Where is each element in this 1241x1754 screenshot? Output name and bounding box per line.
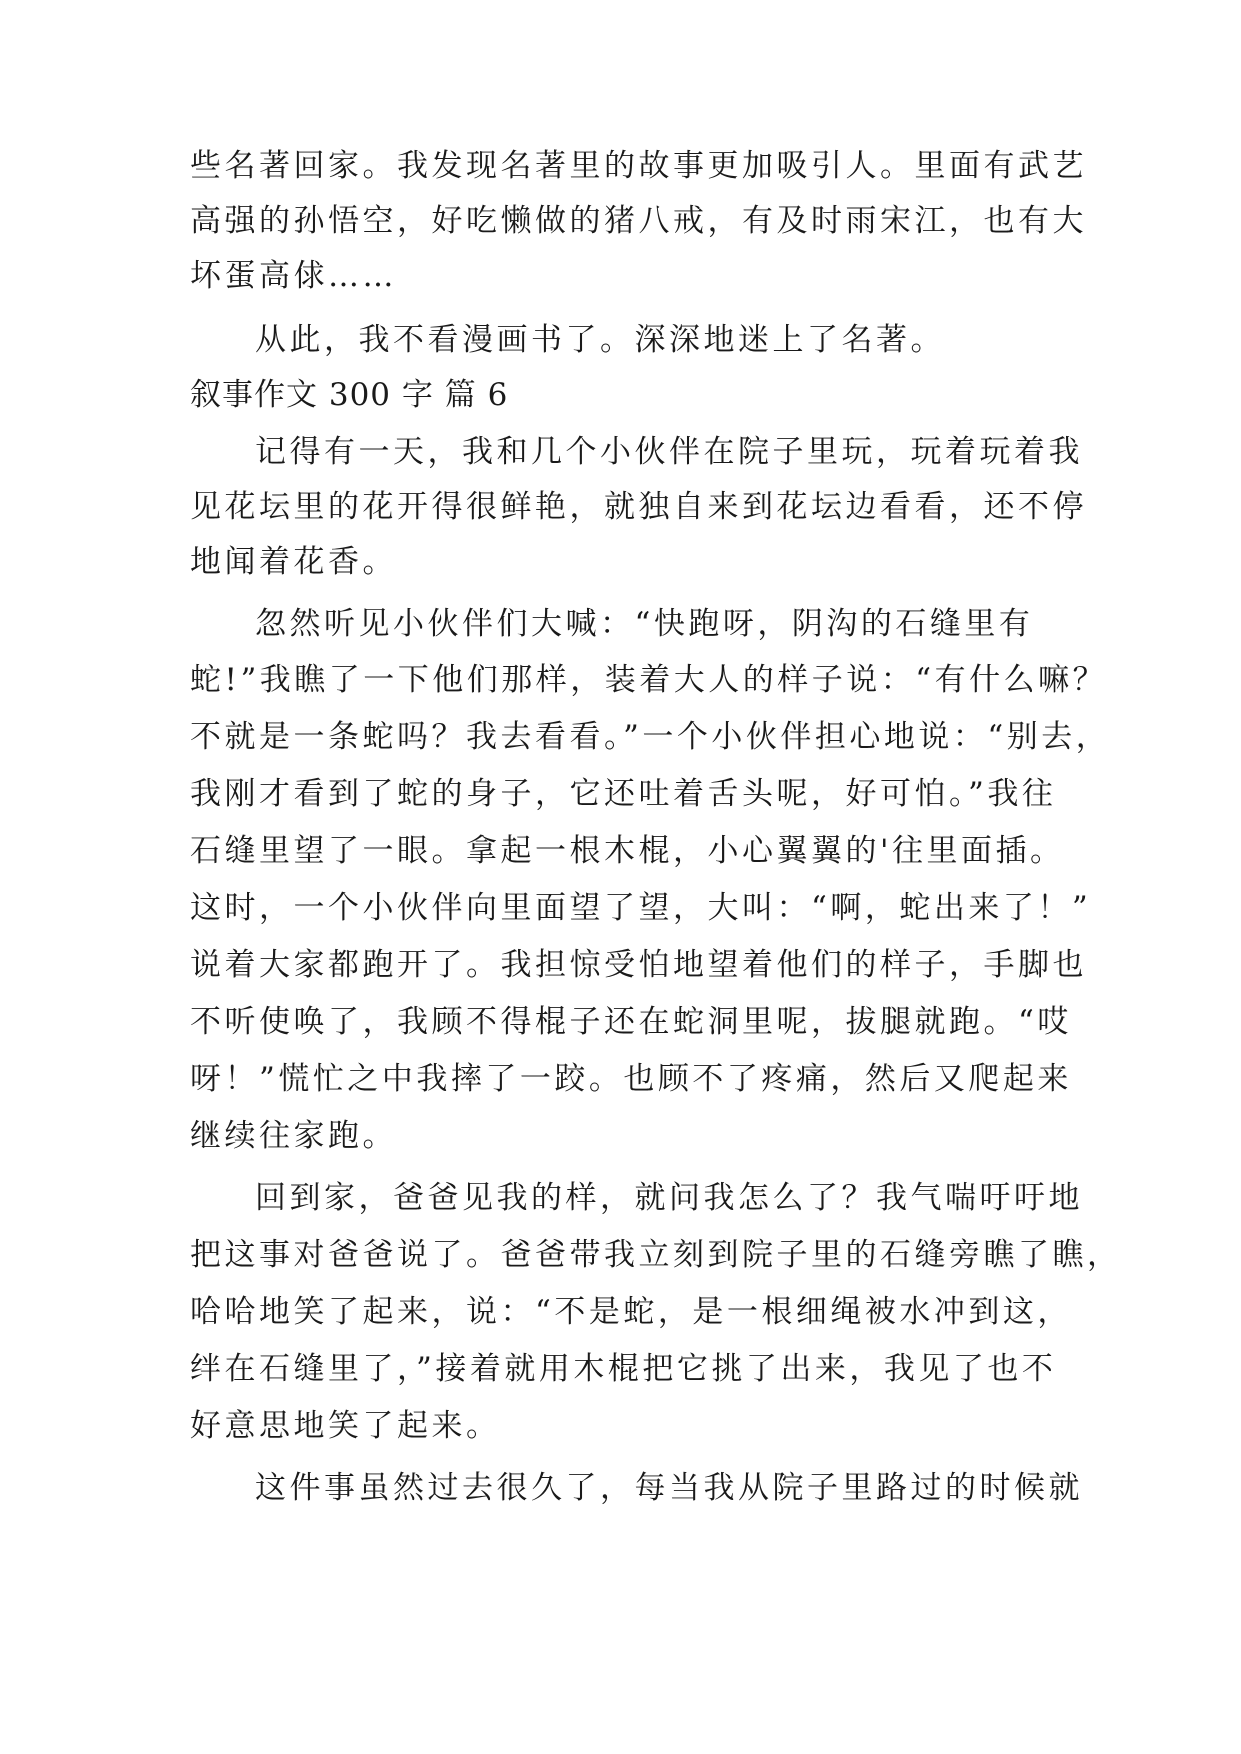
text-line-20: 把这事对爸爸说了。爸爸带我立刻到院子里的石缝旁瞧了瞧， bbox=[190, 1237, 1122, 1273]
text-line-24: 这件事虽然过去很久了，每当我从院子里路过的时候就 bbox=[255, 1470, 1083, 1506]
section-heading: 叙事作文 300 字 篇 6 bbox=[190, 377, 509, 413]
text-line-16: 不听使唤了，我顾不得棍子还在蛇洞里呢，拔腿就跑。“哎 bbox=[190, 1004, 1072, 1040]
text-line-14: 这时，一个小伙伴向里面望了望，大叫：“啊，蛇出来了！” bbox=[190, 890, 1092, 926]
text-line-13: 石缝里望了一眼。拿起一根木棍，小心翼翼的'往里面插。 bbox=[190, 833, 1065, 869]
text-line-15: 说着大家都跑开了。我担惊受怕地望着他们的样子，手脚也 bbox=[190, 947, 1087, 983]
text-line-4: 从此，我不看漫画书了。深深地迷上了名著。 bbox=[255, 322, 945, 358]
text-line-2: 高强的孙悟空，好吃懒做的猪八戒，有及时雨宋江，也有大 bbox=[190, 203, 1087, 239]
text-line-8: 地闻着花香。 bbox=[190, 544, 397, 580]
text-line-10: 蛇!”我瞧了一下他们那样，装着大人的样子说：“有什么嘛？ bbox=[190, 662, 1108, 698]
text-line-7: 见花坛里的花开得很鲜艳，就独自来到花坛边看看，还不停 bbox=[190, 489, 1087, 525]
text-line-22: 绊在石缝里了，”接着就用木棍把它挑了出来，我见了也不 bbox=[190, 1351, 1057, 1387]
text-line-19: 回到家，爸爸见我的样，就问我怎么了？我气喘吁吁地 bbox=[255, 1180, 1083, 1216]
text-line-11: 不就是一条蛇吗？我去看看。”一个小伙伴担心地说：“别去， bbox=[190, 719, 1111, 755]
text-line-3: 坏蛋高俅…… bbox=[190, 258, 397, 294]
text-line-23: 好意思地笑了起来。 bbox=[190, 1408, 501, 1444]
text-line-1: 些名著回家。我发现名著里的故事更加吸引人。里面有武艺 bbox=[190, 148, 1087, 184]
text-line-12: 我刚才看到了蛇的身子，它还吐着舌头呢，好可怕。”我往 bbox=[190, 776, 1057, 812]
text-line-18: 继续往家跑。 bbox=[190, 1118, 397, 1154]
text-line-17: 呀！”慌忙之中我摔了一跤。也顾不了疼痛，然后又爬起来 bbox=[190, 1061, 1072, 1097]
text-line-6: 记得有一天，我和几个小伙伴在院子里玩，玩着玩着我 bbox=[255, 434, 1083, 470]
text-line-21: 哈哈地笑了起来，说：“不是蛇，是一根细绳被水冲到这， bbox=[190, 1294, 1072, 1330]
text-line-9: 忽然听见小伙伴们大喊：“快跑呀，阴沟的石缝里有 bbox=[255, 606, 1034, 642]
